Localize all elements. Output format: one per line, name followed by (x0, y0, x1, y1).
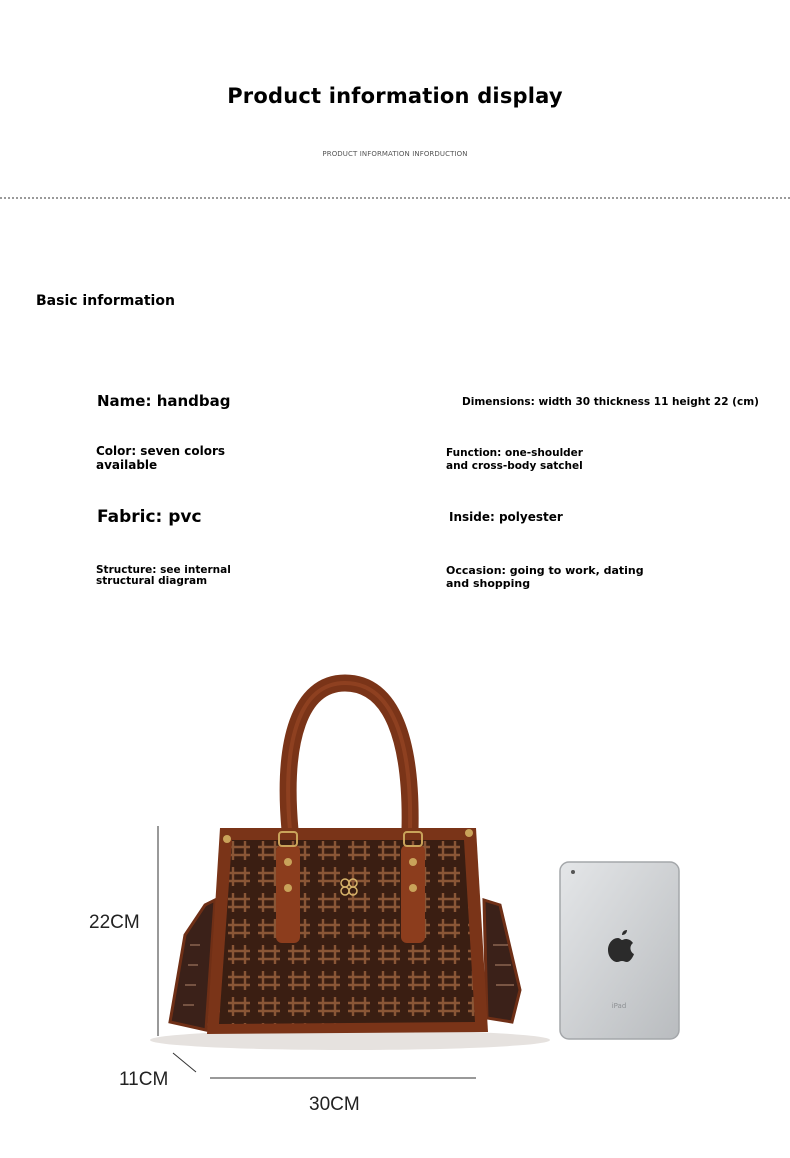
page-subtitle: PRODUCT INFORMATION INFORDUCTION (322, 150, 468, 158)
thickness-dimension-line (173, 1053, 196, 1072)
info-structure: Structure: see internal structural diagram (96, 564, 231, 588)
dotted-divider (0, 197, 790, 199)
info-name: Name: handbag (97, 392, 231, 410)
width-label: 30CM (309, 1094, 360, 1115)
info-color: Color: seven colors available (96, 444, 226, 473)
page-title: Product information display (227, 84, 563, 108)
thickness-label: 11CM (119, 1069, 169, 1090)
info-function: Function: one-shoulder and cross-body satchel (446, 447, 583, 472)
tablet-reference-image (560, 862, 679, 1039)
section-heading: Basic information (36, 293, 175, 309)
info-inside: Inside: polyester (449, 510, 563, 524)
info-occasion: Occasion: going to work, dating and shopping (446, 564, 644, 591)
handbag-image (150, 683, 550, 1050)
tablet-label: iPad (611, 1002, 627, 1010)
info-fabric: Fabric: pvc (97, 507, 202, 527)
info-dimensions: Dimensions: width 30 thickness 11 height 22 (cm) (462, 396, 759, 408)
height-label: 22CM (89, 912, 140, 933)
